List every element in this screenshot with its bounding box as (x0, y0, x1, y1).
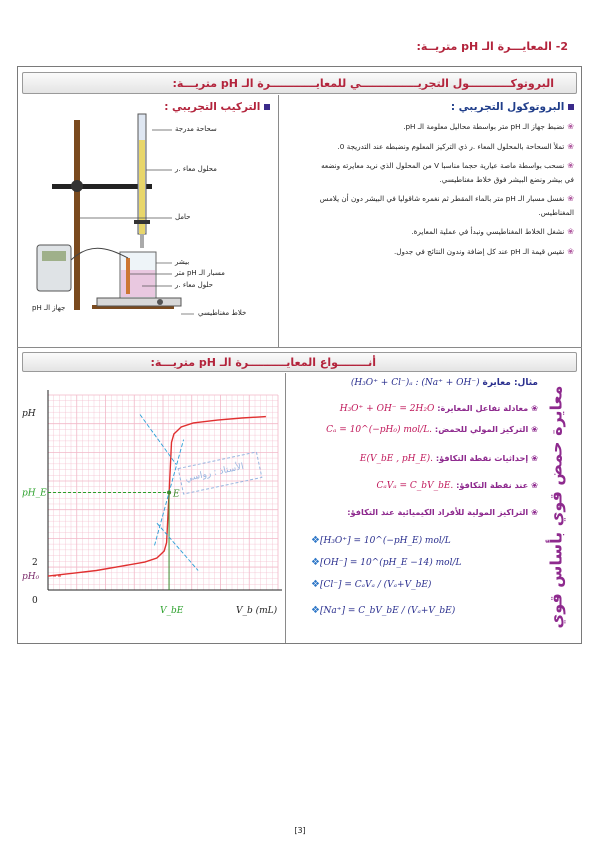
step-text: نضبط جهاز الـ pH متر بواسطة محاليل معلومة الـ pH. (403, 122, 565, 131)
page-number: [3] (294, 826, 306, 835)
column-divider (278, 95, 279, 347)
list-item-text: [H₃O⁺] = 10^(−pH_E) mol/L (319, 536, 451, 546)
step-text: نقيس قيمة الـ pH عند كل إضافة وندون النتائج في جدول. (393, 246, 565, 256)
y-axis-label: pH (22, 409, 36, 419)
magnetic-stirrer (97, 298, 181, 306)
list-item-text: [OH⁻] = 10^(pH_E −14) mol/L (319, 558, 462, 568)
equivalence-point-label: E (173, 489, 180, 500)
titration-curve-chart (20, 380, 285, 620)
example-title (351, 378, 538, 388)
side-title (541, 378, 571, 636)
protocol-step (312, 159, 574, 186)
types-banner (22, 352, 577, 372)
protocol-banner (22, 72, 577, 94)
square-bullet-icon (568, 104, 574, 110)
protocol-heading-text: البروتوكول التجريبي : (450, 101, 565, 113)
molar-label: التراكيز المولية للأفراد الكيميائية عند التكافؤ: (347, 507, 529, 517)
burette-liquid (139, 140, 145, 234)
protocol-step (312, 140, 574, 154)
y-tick-label: 0 (32, 596, 38, 606)
flower-bullet-icon: ❀ (567, 141, 574, 151)
coords-label: إحداثيات نقطة التكافؤ: (435, 453, 529, 463)
example-divider (285, 373, 286, 643)
list-item-text: [Cl⁻] = CₐVₐ / (Vₐ+V_bE) (319, 580, 432, 590)
list-item (305, 579, 535, 605)
setup-heading-text: التركيب التجريبي : (164, 101, 261, 113)
list-item-text: [Na⁺] = C_bV_bE / (Vₐ+V_bE) (319, 606, 456, 616)
step-text: نغسل مسبار الـ pH متر بالماء المقطر ثم نغمره شاقوليا في البيشر دون أن يلامس المغناطيس. (319, 194, 574, 217)
equiv-equation: CₐVₐ = C_bV_bE. (376, 481, 454, 491)
step-text: نسحب بواسطة ماصة عيارية حجما مناسبا V من المحلول الذي نريد معايرته ونضعه في بيشر ونضع البيشر فوق خلاط مغناطيسي. (321, 161, 574, 184)
diamond-bullet-icon: ❖ (311, 579, 320, 590)
diamond-bullet-icon: ❖ (311, 557, 320, 568)
concentration-equation: Cₐ = 10^(−pH₀) mol/L. (326, 425, 433, 435)
coords-equation: E(V_bE , pH_E). (359, 454, 433, 464)
x-tick-label: V_bE (160, 606, 184, 616)
step-text: نشغل الخلاط المغناطيسي ونبدأ في عملية المعايرة. (411, 227, 565, 236)
y-tick-label: 2 (32, 558, 38, 569)
row-divider (17, 347, 582, 348)
types-banner-text: أنــــــــواع المعايــــــــــرة الـ pH متريـــة: (150, 356, 376, 369)
concentration-bullet-icon: ❀ (531, 424, 538, 434)
equiv-label: عند نقطة التكافؤ: (456, 480, 529, 490)
equiv-row (377, 480, 538, 491)
molar-row (347, 507, 538, 518)
section-title: 2- المعايـــرة الـ pH متريــة: (416, 40, 568, 53)
reaction-bullet-icon: ❀ (531, 403, 538, 413)
protocol-step (312, 192, 574, 219)
ph-probe (126, 258, 130, 294)
flower-bullet-icon: ❀ (567, 161, 574, 170)
label-stirrer: خلاط مغناطيسي (198, 309, 247, 317)
square-bullet-icon (264, 104, 270, 110)
protocol-steps (312, 120, 574, 258)
flower-bullet-icon: ❀ (567, 246, 574, 256)
protocol-heading (451, 101, 574, 113)
label-titrated: حلول معاء .ر (175, 281, 213, 289)
diamond-bullet-icon: ❖ (311, 605, 320, 616)
concentration-list (305, 535, 535, 627)
example-title-prefix: مثال: معايرة (482, 378, 538, 388)
step-text: تملأ السحاحة بالمحلول المعاء .ر ذي التركيز المعلوم ونضبطه عند التدريجة 0. (337, 141, 565, 151)
y-tick-label: pH_E (22, 488, 47, 499)
concentration-row (326, 424, 538, 435)
burette-tip (140, 234, 144, 248)
label-titrant: محلول معاء .ر (175, 165, 217, 173)
coords-bullet-icon: ❀ (531, 453, 538, 463)
list-item (305, 605, 535, 627)
equiv-bullet-icon: ❀ (531, 480, 538, 490)
stirrer-knob (157, 299, 163, 305)
stopcock (134, 220, 150, 224)
y-tick-label: pH₀ (22, 572, 40, 583)
watermark: الأستاذ : رواسي (184, 461, 245, 485)
label-beaker: بيشر (175, 258, 190, 266)
side-title-text: معايرة حمض قوي بأساس قوي (546, 385, 566, 629)
example-title-equation: (H₃O⁺ + Cl⁻)ₐ : (Na⁺ + OH⁻) (350, 378, 480, 388)
list-item (305, 535, 535, 557)
flower-bullet-icon: ❀ (567, 227, 574, 236)
flower-bullet-icon: ❀ (567, 122, 574, 131)
protocol-step (312, 245, 574, 259)
reaction-equation: H₃O⁺ + OH⁻ = 2H₂O (339, 404, 435, 414)
stand-rod (74, 120, 80, 310)
reaction-row (340, 403, 538, 414)
protocol-step (312, 120, 574, 134)
equivalence-point (167, 491, 171, 495)
ph-meter-screen (42, 251, 66, 261)
label-burette: سحاحة مدرجة (175, 125, 217, 133)
clamp-knob (71, 180, 83, 192)
label-probe: مسبار الـ pH متر (175, 269, 225, 277)
protocol-step (312, 225, 574, 239)
x-axis-label: V_b (mL) (236, 606, 278, 616)
coords-row (360, 453, 538, 464)
reaction-label: معادلة تفاعل المعايرة: (437, 403, 529, 413)
label-stand: حامل (175, 213, 191, 221)
flower-bullet-icon: ❀ (567, 194, 574, 203)
diamond-bullet-icon: ❖ (311, 535, 320, 546)
list-item (305, 557, 535, 579)
clamp-bar (52, 184, 152, 189)
molar-bullet-icon: ❀ (531, 507, 538, 517)
protocol-banner-text: البروتوكـــــــــــول التجريـــــــــــــــي للمعايــــــــــــرة الـ pH متريـــة: (172, 77, 554, 90)
label-ph-meter: جهاز الـ pH (32, 304, 66, 312)
concentration-label: التركيز المولي للحمض: (434, 424, 529, 434)
titration-curve (48, 417, 266, 576)
